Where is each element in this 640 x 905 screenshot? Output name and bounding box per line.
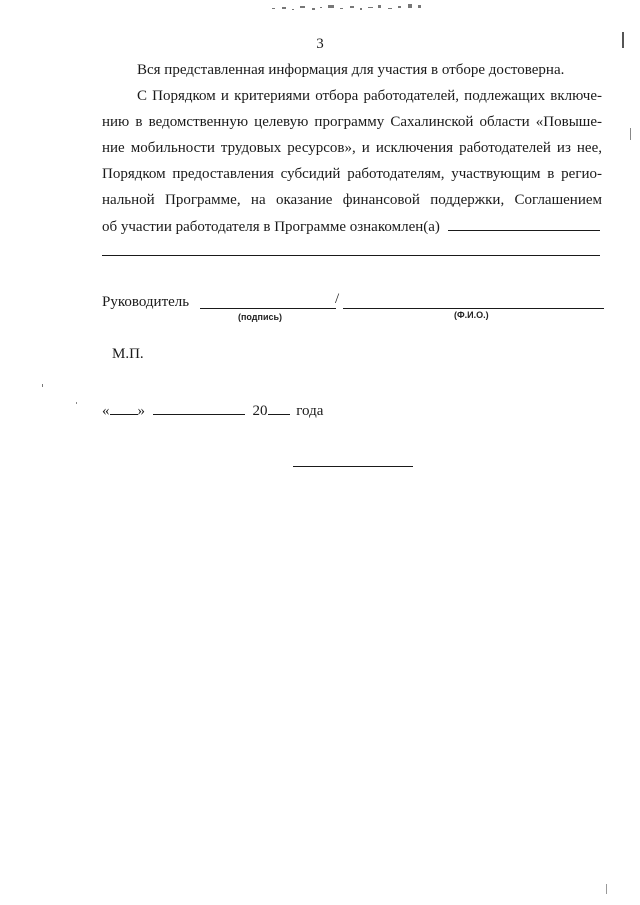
day-blank bbox=[110, 400, 138, 415]
closing-rule bbox=[293, 466, 413, 467]
name-field bbox=[343, 308, 604, 309]
acknowledgement-blank bbox=[448, 216, 600, 231]
date-line bbox=[102, 400, 323, 420]
name-caption: (Ф.И.О.) bbox=[454, 310, 489, 320]
page-number: 3 bbox=[316, 36, 324, 52]
paragraph-line: нию в ведомственную целевую программу Сахалинской области «Повыше- bbox=[102, 114, 602, 130]
paragraph-line: нальной Программе, на оказание финансовой поддержки, Соглашением bbox=[102, 192, 602, 208]
paragraph-line: Порядком предоставления субсидий работодателям, участвующим в регио- bbox=[102, 166, 602, 182]
margin-speck bbox=[630, 128, 631, 140]
year-suffix: года bbox=[296, 403, 324, 419]
margin-speck bbox=[42, 384, 43, 387]
year-prefix: 20 bbox=[252, 403, 268, 419]
continuation-rule bbox=[102, 255, 600, 256]
stamp-place: М.П. bbox=[112, 346, 144, 362]
year-blank bbox=[268, 400, 290, 415]
date-close-quote: » bbox=[137, 403, 145, 419]
acknowledgement-text: об участии работодателя в Программе ознакомлен(а) bbox=[102, 219, 440, 235]
signature-separator: / bbox=[335, 291, 340, 307]
margin-speck bbox=[76, 402, 77, 404]
paragraph-line: С Порядком и критериями отбора работодателей, подлежащих включе- bbox=[137, 88, 602, 104]
date-open-quote: « bbox=[102, 403, 110, 419]
statement-line: Вся представленная информация для участия в отборе достоверна. bbox=[137, 62, 565, 78]
signature-field bbox=[200, 308, 336, 309]
scan-noise-marks bbox=[270, 2, 430, 14]
paragraph-line: ние мобильности трудовых ресурсов», и исключения работодателей из нее, bbox=[102, 140, 602, 156]
month-blank bbox=[153, 400, 245, 415]
margin-speck bbox=[606, 884, 607, 894]
signature-label: Руководитель bbox=[102, 294, 190, 310]
signature-caption: (подпись) bbox=[238, 312, 283, 322]
paragraph-line-last bbox=[102, 216, 600, 237]
